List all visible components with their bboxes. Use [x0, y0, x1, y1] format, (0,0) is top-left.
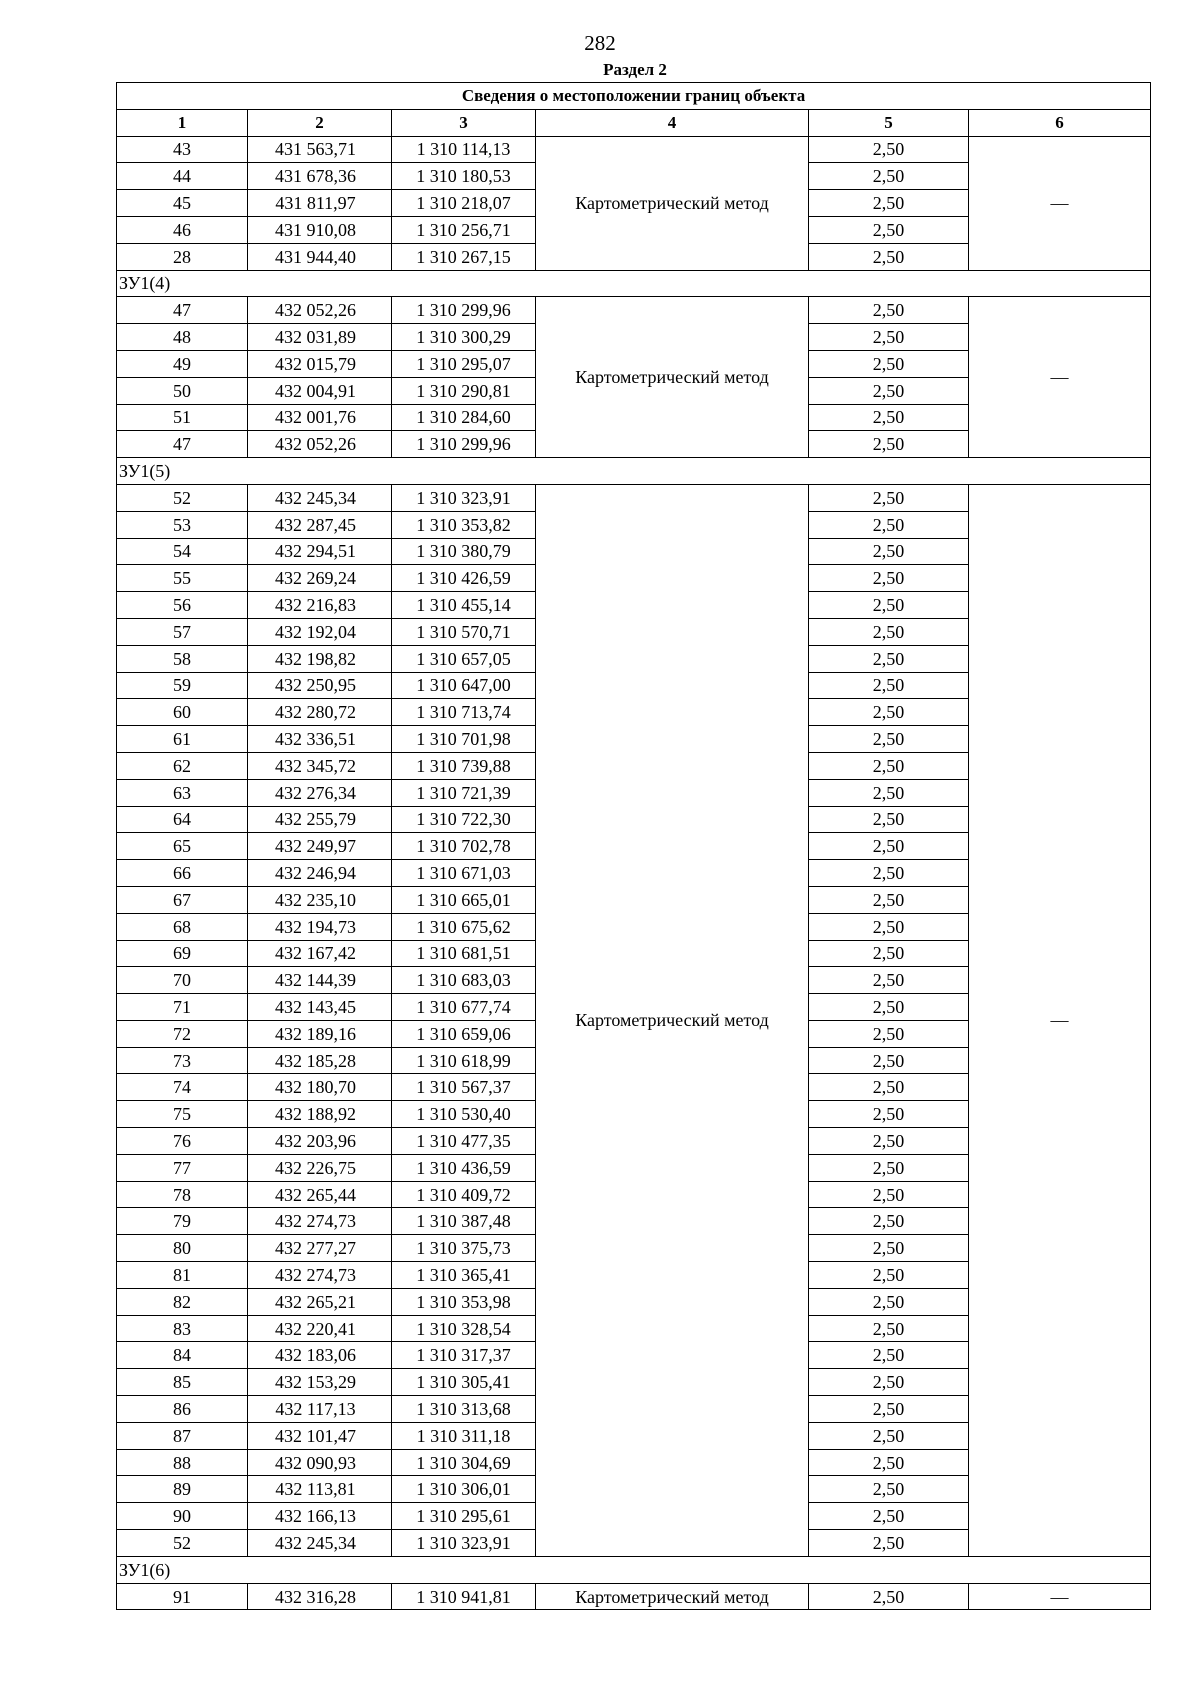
- point-number-cell: 88: [117, 1449, 248, 1476]
- point-number-cell: 68: [117, 913, 248, 940]
- x-coordinate-cell: 432 117,13: [248, 1396, 392, 1423]
- point-number-cell: 65: [117, 833, 248, 860]
- x-coordinate-cell: 432 185,28: [248, 1047, 392, 1074]
- accuracy-cell: 2,50: [809, 752, 969, 779]
- y-coordinate-cell: 1 310 701,98: [392, 726, 536, 753]
- y-coordinate-cell: 1 310 665,01: [392, 886, 536, 913]
- point-number-cell: 69: [117, 940, 248, 967]
- point-number-cell: 62: [117, 752, 248, 779]
- y-coordinate-cell: 1 310 530,40: [392, 1101, 536, 1128]
- column-number-3: 3: [392, 109, 536, 136]
- x-coordinate-cell: 432 269,24: [248, 565, 392, 592]
- y-coordinate-cell: 1 310 328,54: [392, 1315, 536, 1342]
- y-coordinate-cell: 1 310 304,69: [392, 1449, 536, 1476]
- y-coordinate-cell: 1 310 323,91: [392, 484, 536, 511]
- y-coordinate-cell: 1 310 300,29: [392, 324, 536, 351]
- point-number-cell: 59: [117, 672, 248, 699]
- accuracy-cell: 2,50: [809, 994, 969, 1021]
- accuracy-cell: 2,50: [809, 216, 969, 243]
- x-coordinate-cell: 432 336,51: [248, 726, 392, 753]
- x-coordinate-cell: 432 113,81: [248, 1476, 392, 1503]
- method-cell: Картометрический метод: [536, 1583, 809, 1610]
- x-coordinate-cell: 432 090,93: [248, 1449, 392, 1476]
- accuracy-cell: 2,50: [809, 136, 969, 163]
- y-coordinate-cell: 1 310 365,41: [392, 1262, 536, 1289]
- accuracy-cell: 2,50: [809, 1396, 969, 1423]
- accuracy-cell: 2,50: [809, 1020, 969, 1047]
- column-number-5: 5: [809, 109, 969, 136]
- x-coordinate-cell: 432 316,28: [248, 1583, 392, 1610]
- x-coordinate-cell: 432 052,26: [248, 297, 392, 324]
- accuracy-cell: 2,50: [809, 913, 969, 940]
- accuracy-cell: 2,50: [809, 350, 969, 377]
- accuracy-cell: 2,50: [809, 1503, 969, 1530]
- table-body: [117, 136, 1151, 1610]
- x-coordinate-cell: 432 001,76: [248, 404, 392, 431]
- point-number-cell: 54: [117, 538, 248, 565]
- method-cell: Картометрический метод: [536, 297, 809, 458]
- x-coordinate-cell: 432 249,97: [248, 833, 392, 860]
- x-coordinate-cell: 432 276,34: [248, 779, 392, 806]
- column-number-2: 2: [248, 109, 392, 136]
- x-coordinate-cell: 432 183,06: [248, 1342, 392, 1369]
- table-title: Сведения о местоположении границ объекта: [117, 83, 1151, 110]
- point-number-cell: 53: [117, 511, 248, 538]
- x-coordinate-cell: 432 294,51: [248, 538, 392, 565]
- accuracy-cell: 2,50: [809, 726, 969, 753]
- y-coordinate-cell: 1 310 721,39: [392, 779, 536, 806]
- y-coordinate-cell: 1 310 290,81: [392, 377, 536, 404]
- parcel-group-row: [117, 270, 1151, 297]
- x-coordinate-cell: 432 255,79: [248, 806, 392, 833]
- x-coordinate-cell: 432 144,39: [248, 967, 392, 994]
- x-coordinate-cell: 432 235,10: [248, 886, 392, 913]
- y-coordinate-cell: 1 310 299,96: [392, 431, 536, 458]
- accuracy-cell: 2,50: [809, 1047, 969, 1074]
- y-coordinate-cell: 1 310 284,60: [392, 404, 536, 431]
- y-coordinate-cell: 1 310 387,48: [392, 1208, 536, 1235]
- point-number-cell: 48: [117, 324, 248, 351]
- y-coordinate-cell: 1 310 317,37: [392, 1342, 536, 1369]
- y-coordinate-cell: 1 310 455,14: [392, 592, 536, 619]
- parcel-label: ЗУ1(6): [117, 1556, 1151, 1583]
- accuracy-cell: 2,50: [809, 1315, 969, 1342]
- point-number-cell: 75: [117, 1101, 248, 1128]
- accuracy-cell: 2,50: [809, 967, 969, 994]
- note-cell: —: [969, 484, 1151, 1556]
- y-coordinate-cell: 1 310 306,01: [392, 1476, 536, 1503]
- accuracy-cell: 2,50: [809, 377, 969, 404]
- point-number-cell: 60: [117, 699, 248, 726]
- accuracy-cell: 2,50: [809, 672, 969, 699]
- y-coordinate-cell: 1 310 722,30: [392, 806, 536, 833]
- note-cell: —: [969, 136, 1151, 270]
- accuracy-cell: 2,50: [809, 1476, 969, 1503]
- note-cell: —: [969, 297, 1151, 458]
- y-coordinate-cell: 1 310 218,07: [392, 190, 536, 217]
- y-coordinate-cell: 1 310 702,78: [392, 833, 536, 860]
- x-coordinate-cell: 432 203,96: [248, 1128, 392, 1155]
- note-cell: —: [969, 1583, 1151, 1610]
- x-coordinate-cell: 432 246,94: [248, 860, 392, 887]
- point-number-cell: 84: [117, 1342, 248, 1369]
- point-number-cell: 45: [117, 190, 248, 217]
- x-coordinate-cell: 432 180,70: [248, 1074, 392, 1101]
- point-number-cell: 56: [117, 592, 248, 619]
- y-coordinate-cell: 1 310 299,96: [392, 297, 536, 324]
- point-number-cell: 47: [117, 297, 248, 324]
- y-coordinate-cell: 1 310 380,79: [392, 538, 536, 565]
- point-number-cell: 85: [117, 1369, 248, 1396]
- accuracy-cell: 2,50: [809, 1128, 969, 1155]
- point-number-cell: 79: [117, 1208, 248, 1235]
- accuracy-cell: 2,50: [809, 833, 969, 860]
- y-coordinate-cell: 1 310 941,81: [392, 1583, 536, 1610]
- x-coordinate-cell: 432 287,45: [248, 511, 392, 538]
- x-coordinate-cell: 432 226,75: [248, 1154, 392, 1181]
- y-coordinate-cell: 1 310 426,59: [392, 565, 536, 592]
- x-coordinate-cell: 432 198,82: [248, 645, 392, 672]
- accuracy-cell: 2,50: [809, 1342, 969, 1369]
- x-coordinate-cell: 432 274,73: [248, 1208, 392, 1235]
- y-coordinate-cell: 1 310 675,62: [392, 913, 536, 940]
- accuracy-cell: 2,50: [809, 484, 969, 511]
- accuracy-cell: 2,50: [809, 779, 969, 806]
- accuracy-cell: 2,50: [809, 1422, 969, 1449]
- y-coordinate-cell: 1 310 436,59: [392, 1154, 536, 1181]
- y-coordinate-cell: 1 310 256,71: [392, 216, 536, 243]
- x-coordinate-cell: 432 250,95: [248, 672, 392, 699]
- y-coordinate-cell: 1 310 323,91: [392, 1530, 536, 1557]
- accuracy-cell: 2,50: [809, 1154, 969, 1181]
- x-coordinate-cell: 432 101,47: [248, 1422, 392, 1449]
- point-number-cell: 64: [117, 806, 248, 833]
- x-coordinate-cell: 432 265,21: [248, 1288, 392, 1315]
- x-coordinate-cell: 432 153,29: [248, 1369, 392, 1396]
- column-number-4: 4: [536, 109, 809, 136]
- y-coordinate-cell: 1 310 713,74: [392, 699, 536, 726]
- boundary-coordinates-table: [116, 82, 1151, 1610]
- table-title-row: [117, 83, 1151, 110]
- y-coordinate-cell: 1 310 618,99: [392, 1047, 536, 1074]
- point-number-cell: 70: [117, 967, 248, 994]
- y-coordinate-cell: 1 310 671,03: [392, 860, 536, 887]
- point-number-cell: 86: [117, 1396, 248, 1423]
- point-number-cell: 57: [117, 618, 248, 645]
- accuracy-cell: 2,50: [809, 940, 969, 967]
- y-coordinate-cell: 1 310 409,72: [392, 1181, 536, 1208]
- parcel-label: ЗУ1(5): [117, 458, 1151, 485]
- accuracy-cell: 2,50: [809, 592, 969, 619]
- column-number-row: [117, 109, 1151, 136]
- x-coordinate-cell: 432 280,72: [248, 699, 392, 726]
- x-coordinate-cell: 432 274,73: [248, 1262, 392, 1289]
- accuracy-cell: 2,50: [809, 699, 969, 726]
- y-coordinate-cell: 1 310 739,88: [392, 752, 536, 779]
- x-coordinate-cell: 431 910,08: [248, 216, 392, 243]
- point-number-cell: 58: [117, 645, 248, 672]
- y-coordinate-cell: 1 310 305,41: [392, 1369, 536, 1396]
- point-number-cell: 77: [117, 1154, 248, 1181]
- point-number-cell: 90: [117, 1503, 248, 1530]
- point-number-cell: 66: [117, 860, 248, 887]
- y-coordinate-cell: 1 310 375,73: [392, 1235, 536, 1262]
- x-coordinate-cell: 432 220,41: [248, 1315, 392, 1342]
- x-coordinate-cell: 432 265,44: [248, 1181, 392, 1208]
- point-number-cell: 80: [117, 1235, 248, 1262]
- x-coordinate-cell: 432 277,27: [248, 1235, 392, 1262]
- y-coordinate-cell: 1 310 647,00: [392, 672, 536, 699]
- point-number-cell: 51: [117, 404, 248, 431]
- x-coordinate-cell: 432 188,92: [248, 1101, 392, 1128]
- accuracy-cell: 2,50: [809, 860, 969, 887]
- point-number-cell: 44: [117, 163, 248, 190]
- point-number-cell: 81: [117, 1262, 248, 1289]
- y-coordinate-cell: 1 310 681,51: [392, 940, 536, 967]
- accuracy-cell: 2,50: [809, 511, 969, 538]
- y-coordinate-cell: 1 310 570,71: [392, 618, 536, 645]
- accuracy-cell: 2,50: [809, 1288, 969, 1315]
- page-number: 282: [584, 31, 616, 55]
- accuracy-cell: 2,50: [809, 618, 969, 645]
- point-number-cell: 71: [117, 994, 248, 1021]
- point-number-cell: 91: [117, 1583, 248, 1610]
- point-number-cell: 76: [117, 1128, 248, 1155]
- accuracy-cell: 2,50: [809, 1181, 969, 1208]
- point-number-cell: 83: [117, 1315, 248, 1342]
- accuracy-cell: 2,50: [809, 538, 969, 565]
- table-row: [117, 1583, 1151, 1610]
- point-number-cell: 89: [117, 1476, 248, 1503]
- accuracy-cell: 2,50: [809, 1369, 969, 1396]
- point-number-cell: 74: [117, 1074, 248, 1101]
- point-number-cell: 72: [117, 1020, 248, 1047]
- accuracy-cell: 2,50: [809, 324, 969, 351]
- accuracy-cell: 2,50: [809, 1583, 969, 1610]
- x-coordinate-cell: 432 192,04: [248, 618, 392, 645]
- x-coordinate-cell: 432 245,34: [248, 1530, 392, 1557]
- x-coordinate-cell: 431 811,97: [248, 190, 392, 217]
- y-coordinate-cell: 1 310 657,05: [392, 645, 536, 672]
- y-coordinate-cell: 1 310 677,74: [392, 994, 536, 1021]
- y-coordinate-cell: 1 310 353,98: [392, 1288, 536, 1315]
- point-number-cell: 78: [117, 1181, 248, 1208]
- accuracy-cell: 2,50: [809, 645, 969, 672]
- accuracy-cell: 2,50: [809, 1262, 969, 1289]
- accuracy-cell: 2,50: [809, 404, 969, 431]
- y-coordinate-cell: 1 310 311,18: [392, 1422, 536, 1449]
- method-cell: Картометрический метод: [536, 136, 809, 270]
- y-coordinate-cell: 1 310 114,13: [392, 136, 536, 163]
- accuracy-cell: 2,50: [809, 163, 969, 190]
- accuracy-cell: 2,50: [809, 1101, 969, 1128]
- method-cell: Картометрический метод: [536, 484, 809, 1556]
- x-coordinate-cell: 432 216,83: [248, 592, 392, 619]
- y-coordinate-cell: 1 310 353,82: [392, 511, 536, 538]
- point-number-cell: 49: [117, 350, 248, 377]
- accuracy-cell: 2,50: [809, 1449, 969, 1476]
- y-coordinate-cell: 1 310 477,35: [392, 1128, 536, 1155]
- point-number-cell: 46: [117, 216, 248, 243]
- y-coordinate-cell: 1 310 683,03: [392, 967, 536, 994]
- accuracy-cell: 2,50: [809, 886, 969, 913]
- accuracy-cell: 2,50: [809, 297, 969, 324]
- accuracy-cell: 2,50: [809, 1208, 969, 1235]
- point-number-cell: 87: [117, 1422, 248, 1449]
- x-coordinate-cell: 432 167,42: [248, 940, 392, 967]
- accuracy-cell: 2,50: [809, 243, 969, 270]
- x-coordinate-cell: 432 004,91: [248, 377, 392, 404]
- y-coordinate-cell: 1 310 180,53: [392, 163, 536, 190]
- point-number-cell: 47: [117, 431, 248, 458]
- point-number-cell: 55: [117, 565, 248, 592]
- section-title: Раздел 2: [603, 60, 667, 79]
- x-coordinate-cell: 432 052,26: [248, 431, 392, 458]
- point-number-cell: 82: [117, 1288, 248, 1315]
- point-number-cell: 61: [117, 726, 248, 753]
- y-coordinate-cell: 1 310 295,61: [392, 1503, 536, 1530]
- column-number-6: 6: [969, 109, 1151, 136]
- accuracy-cell: 2,50: [809, 431, 969, 458]
- x-coordinate-cell: 432 166,13: [248, 1503, 392, 1530]
- y-coordinate-cell: 1 310 567,37: [392, 1074, 536, 1101]
- y-coordinate-cell: 1 310 267,15: [392, 243, 536, 270]
- y-coordinate-cell: 1 310 659,06: [392, 1020, 536, 1047]
- parcel-group-row: [117, 1556, 1151, 1583]
- parcel-label: ЗУ1(4): [117, 270, 1151, 297]
- x-coordinate-cell: 432 194,73: [248, 913, 392, 940]
- table-row: [117, 297, 1151, 324]
- point-number-cell: 67: [117, 886, 248, 913]
- x-coordinate-cell: 431 944,40: [248, 243, 392, 270]
- y-coordinate-cell: 1 310 295,07: [392, 350, 536, 377]
- x-coordinate-cell: 431 678,36: [248, 163, 392, 190]
- y-coordinate-cell: 1 310 313,68: [392, 1396, 536, 1423]
- point-number-cell: 52: [117, 484, 248, 511]
- x-coordinate-cell: 432 143,45: [248, 994, 392, 1021]
- point-number-cell: 73: [117, 1047, 248, 1074]
- accuracy-cell: 2,50: [809, 1235, 969, 1262]
- x-coordinate-cell: 431 563,71: [248, 136, 392, 163]
- x-coordinate-cell: 432 031,89: [248, 324, 392, 351]
- point-number-cell: 50: [117, 377, 248, 404]
- point-number-cell: 43: [117, 136, 248, 163]
- accuracy-cell: 2,50: [809, 1530, 969, 1557]
- x-coordinate-cell: 432 015,79: [248, 350, 392, 377]
- accuracy-cell: 2,50: [809, 1074, 969, 1101]
- accuracy-cell: 2,50: [809, 806, 969, 833]
- table-row: [117, 136, 1151, 163]
- x-coordinate-cell: 432 245,34: [248, 484, 392, 511]
- accuracy-cell: 2,50: [809, 190, 969, 217]
- x-coordinate-cell: 432 345,72: [248, 752, 392, 779]
- accuracy-cell: 2,50: [809, 565, 969, 592]
- point-number-cell: 52: [117, 1530, 248, 1557]
- parcel-group-row: [117, 458, 1151, 485]
- point-number-cell: 28: [117, 243, 248, 270]
- table-row: [117, 484, 1151, 511]
- point-number-cell: 63: [117, 779, 248, 806]
- x-coordinate-cell: 432 189,16: [248, 1020, 392, 1047]
- column-number-1: 1: [117, 109, 248, 136]
